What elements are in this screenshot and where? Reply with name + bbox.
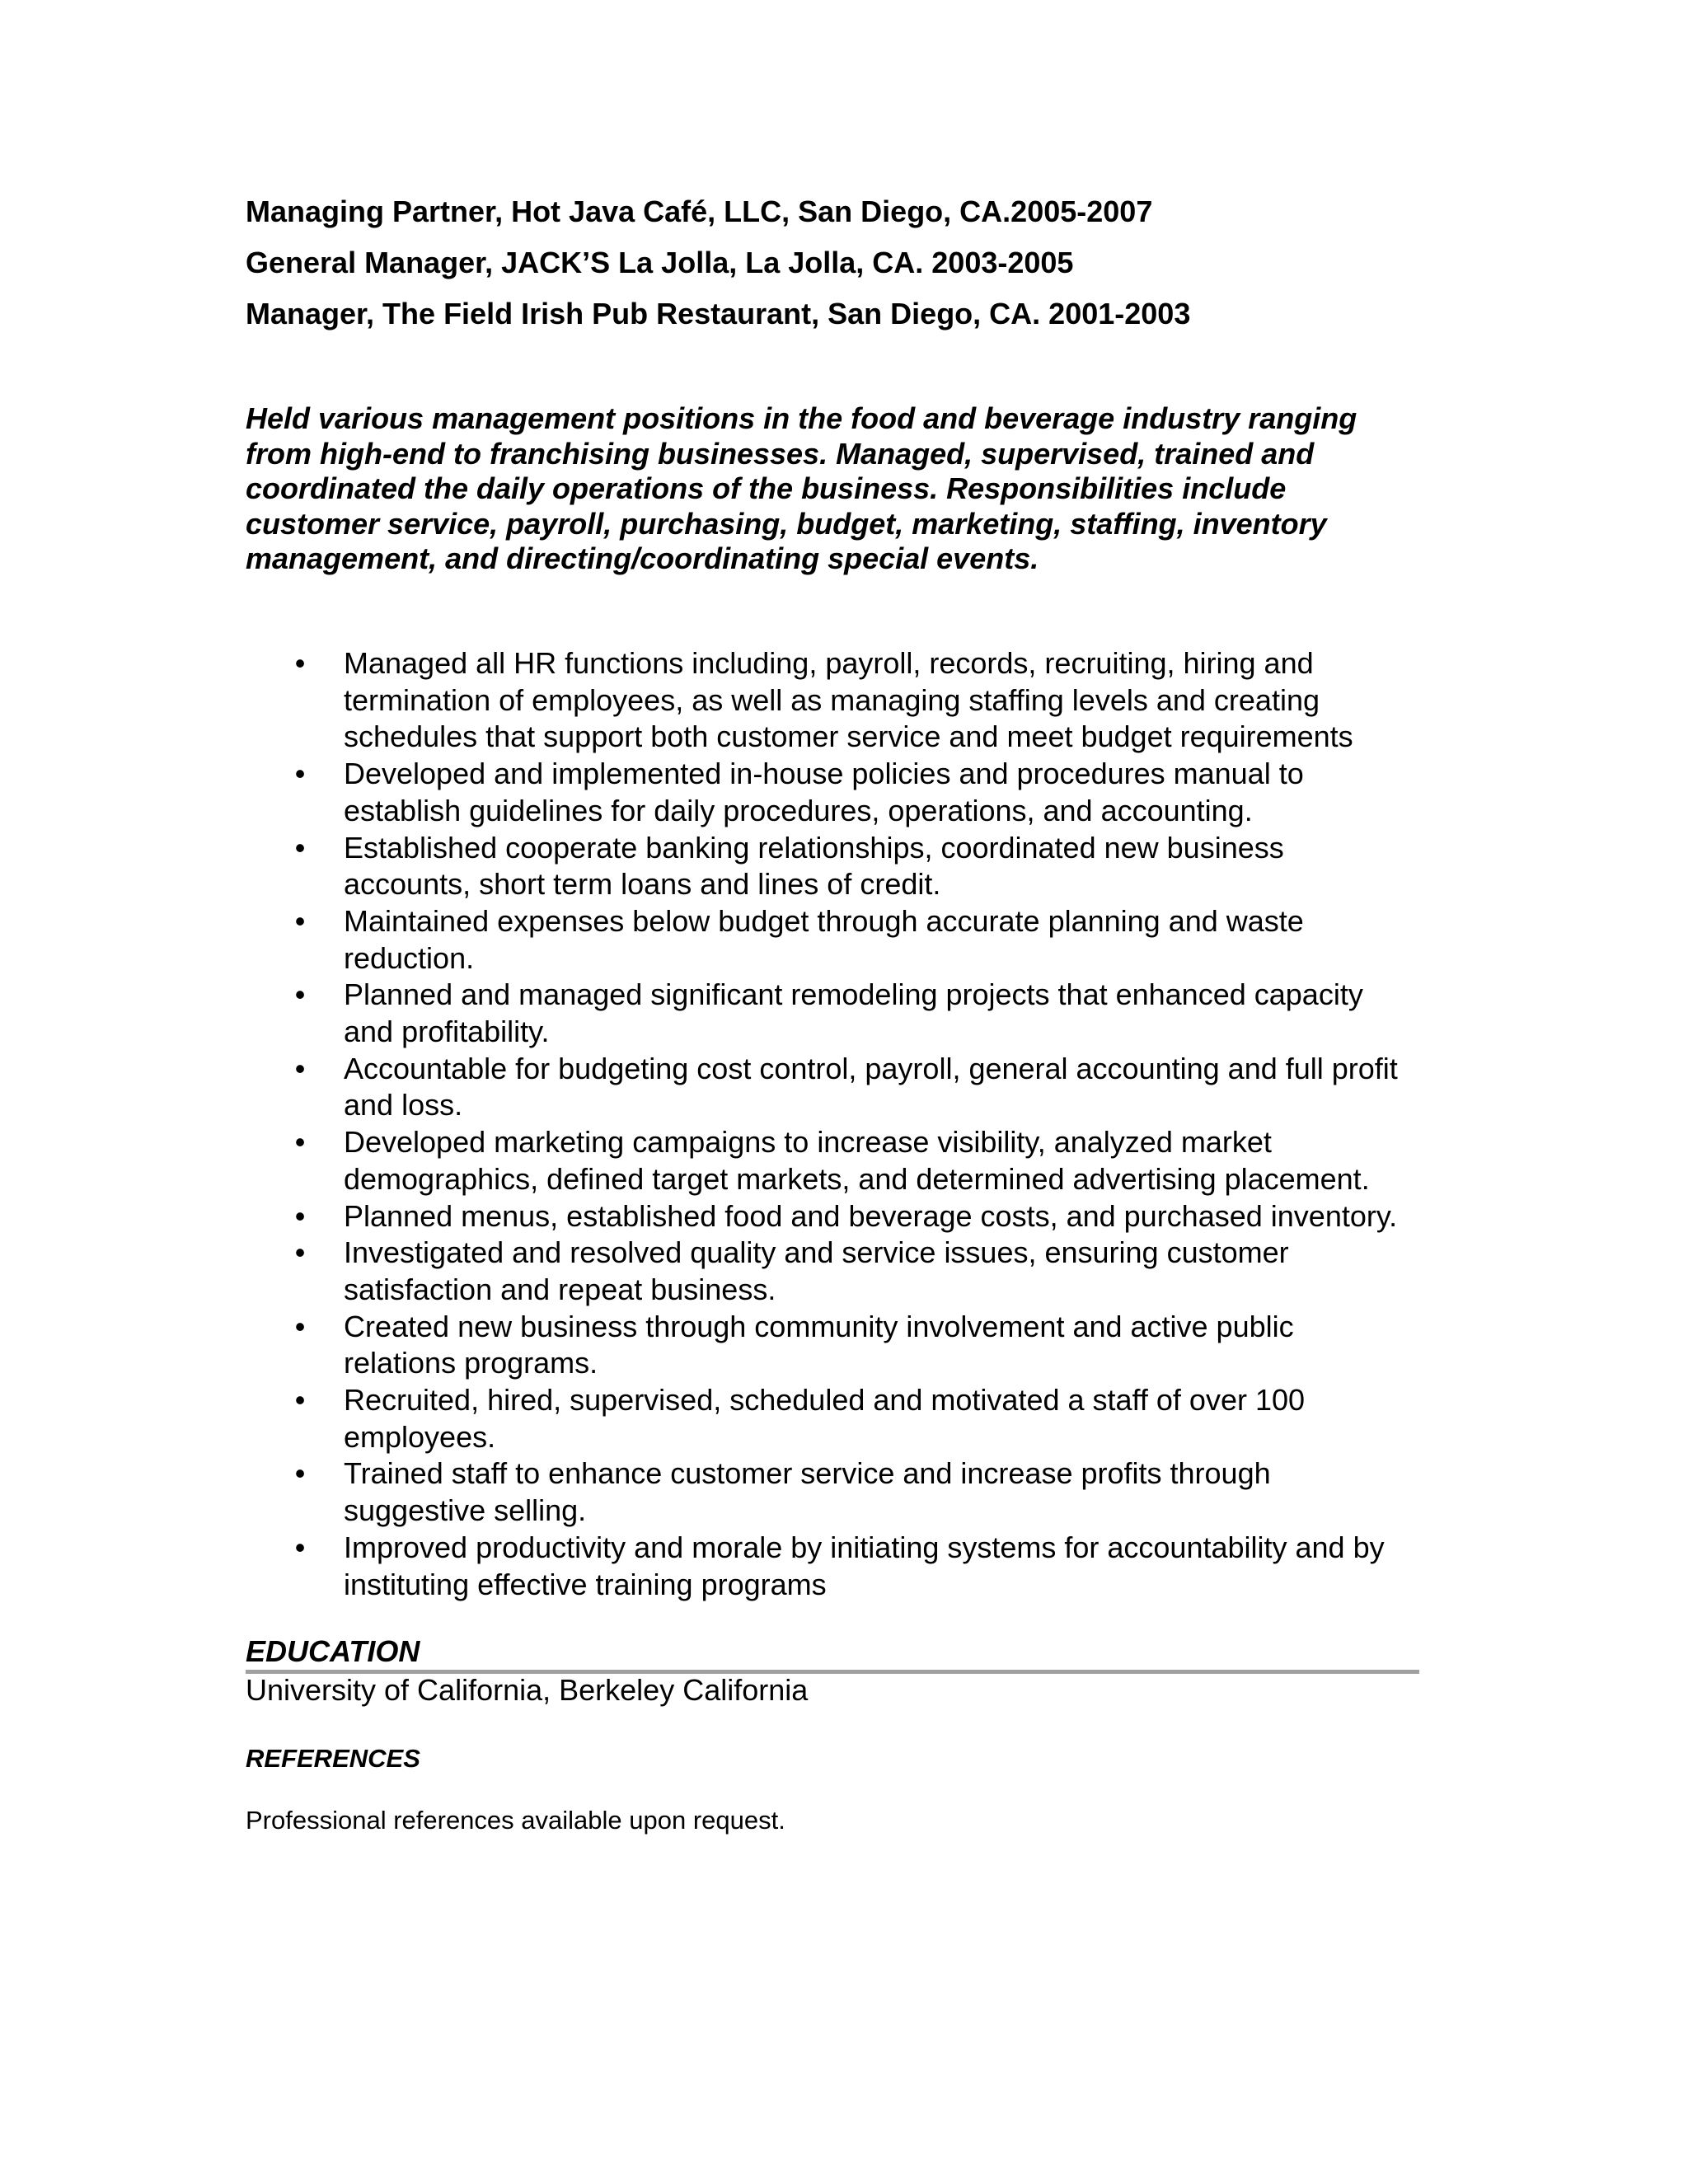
responsibility-line: Planned and managed significant remodeling projects that enhanced capacity (344, 977, 1363, 1012)
responsibility-line: Managed all HR functions including, payroll, records, recruiting, hiring and (344, 646, 1314, 680)
summary-line: from high-end to franchising businesses. Managed, supervised, trained and (246, 436, 1315, 471)
responsibility-item (246, 1235, 1449, 1308)
responsibility-item (246, 977, 1449, 1050)
bullet-icon: • (294, 903, 306, 938)
bullet-icon: • (294, 1125, 306, 1160)
responsibility-line: Maintained expenses below budget through accurate planning and waste (344, 903, 1304, 938)
responsibility-line: and profitability. (344, 1015, 550, 1049)
education-heading: EDUCATION (246, 1634, 420, 1668)
bullet-icon: • (294, 646, 306, 680)
summary-line: Held various management positions in the food and beverage industry ranging (246, 401, 1357, 435)
responsibility-item (246, 1051, 1449, 1124)
summary-line: coordinated the daily operations of the business. Responsibilities include (246, 471, 1287, 505)
education-text: University of California, Berkeley California (246, 1673, 809, 1707)
responsibility-line: Created new business through community involvement and active public (344, 1309, 1294, 1343)
responsibility-item (246, 1198, 1449, 1235)
responsibility-line: reduction. (344, 940, 475, 975)
responsibility-item (246, 830, 1449, 903)
references-heading: REFERENCES (246, 1744, 420, 1773)
bullet-icon: • (294, 757, 306, 791)
responsibility-line: Investigated and resolved quality and service issues, ensuring customer (344, 1235, 1289, 1270)
responsibility-item (246, 1530, 1449, 1603)
responsibility-line: Developed and implemented in-house policies and procedures manual to (344, 757, 1304, 791)
responsibility-line: Improved productivity and morale by initiating systems for accountability and by (344, 1530, 1385, 1564)
bullet-icon: • (294, 1530, 306, 1564)
responsibility-line: instituting effective training programs (344, 1567, 827, 1601)
responsibility-line: Developed marketing campaigns to increase visibility, analyzed market (344, 1125, 1272, 1160)
bullet-icon: • (294, 1456, 306, 1491)
responsibility-line: Accountable for budgeting cost control, payroll, general accounting and full profit (344, 1051, 1398, 1085)
responsibility-item (246, 1309, 1449, 1382)
responsibility-line: employees. (344, 1419, 496, 1454)
positions-list (246, 194, 1449, 348)
bullet-icon: • (294, 1309, 306, 1343)
responsibility-line: establish guidelines for daily procedures, operations, and accounting. (344, 793, 1253, 827)
bullet-icon: • (294, 1235, 306, 1270)
responsibility-line: demographics, defined target markets, and determined advertising placement. (344, 1161, 1370, 1196)
responsibility-line: Recruited, hired, supervised, scheduled and motivated a staff of over 100 (344, 1383, 1306, 1418)
responsibility-item (246, 645, 1449, 756)
responsibility-line: schedules that support both customer service and meet budget requirements (344, 719, 1353, 754)
references-text: Professional references available upon request. (246, 1806, 785, 1835)
summary-line: management, and directing/coordinating special events. (246, 541, 1039, 575)
responsibility-line: Established cooperate banking relationships, coordinated new business (344, 830, 1284, 865)
responsibility-line: relations programs. (344, 1346, 598, 1380)
bullet-icon: • (294, 830, 306, 865)
experience-summary (246, 401, 1449, 577)
bullet-icon: • (294, 1198, 306, 1233)
summary-line: customer service, payroll, purchasing, budget, marketing, staffing, inventory (246, 506, 1327, 541)
responsibilities-list (246, 645, 1449, 1603)
position-line: Manager, The Field Irish Pub Restaurant, San Diego, CA. 2001-2003 (246, 297, 1191, 330)
responsibility-item (246, 903, 1449, 977)
responsibility-line: and loss. (344, 1088, 463, 1122)
responsibility-item (246, 1382, 1449, 1455)
bullet-icon: • (294, 977, 306, 1012)
responsibility-line: accounts, short term loans and lines of credit. (344, 867, 941, 902)
responsibility-line: Planned menus, established food and beverage costs, and purchased inventory. (344, 1198, 1398, 1233)
bullet-icon: • (294, 1051, 306, 1085)
position-line: Managing Partner, Hot Java Café, LLC, San Diego, CA.2005-2007 (246, 194, 1153, 228)
bullet-icon: • (294, 1383, 306, 1418)
responsibility-item (246, 1124, 1449, 1197)
responsibility-item (246, 1455, 1449, 1529)
position-line: General Manager, JACK’S La Jolla, La Jolla, CA. 2003-2005 (246, 246, 1074, 279)
responsibility-item (246, 756, 1449, 829)
responsibility-line: Trained staff to enhance customer service and increase profits through (344, 1456, 1271, 1491)
responsibility-line: suggestive selling. (344, 1493, 587, 1528)
responsibility-line: satisfaction and repeat business. (344, 1272, 776, 1306)
responsibility-line: termination of employees, as well as managing staffing levels and creating (344, 682, 1320, 717)
